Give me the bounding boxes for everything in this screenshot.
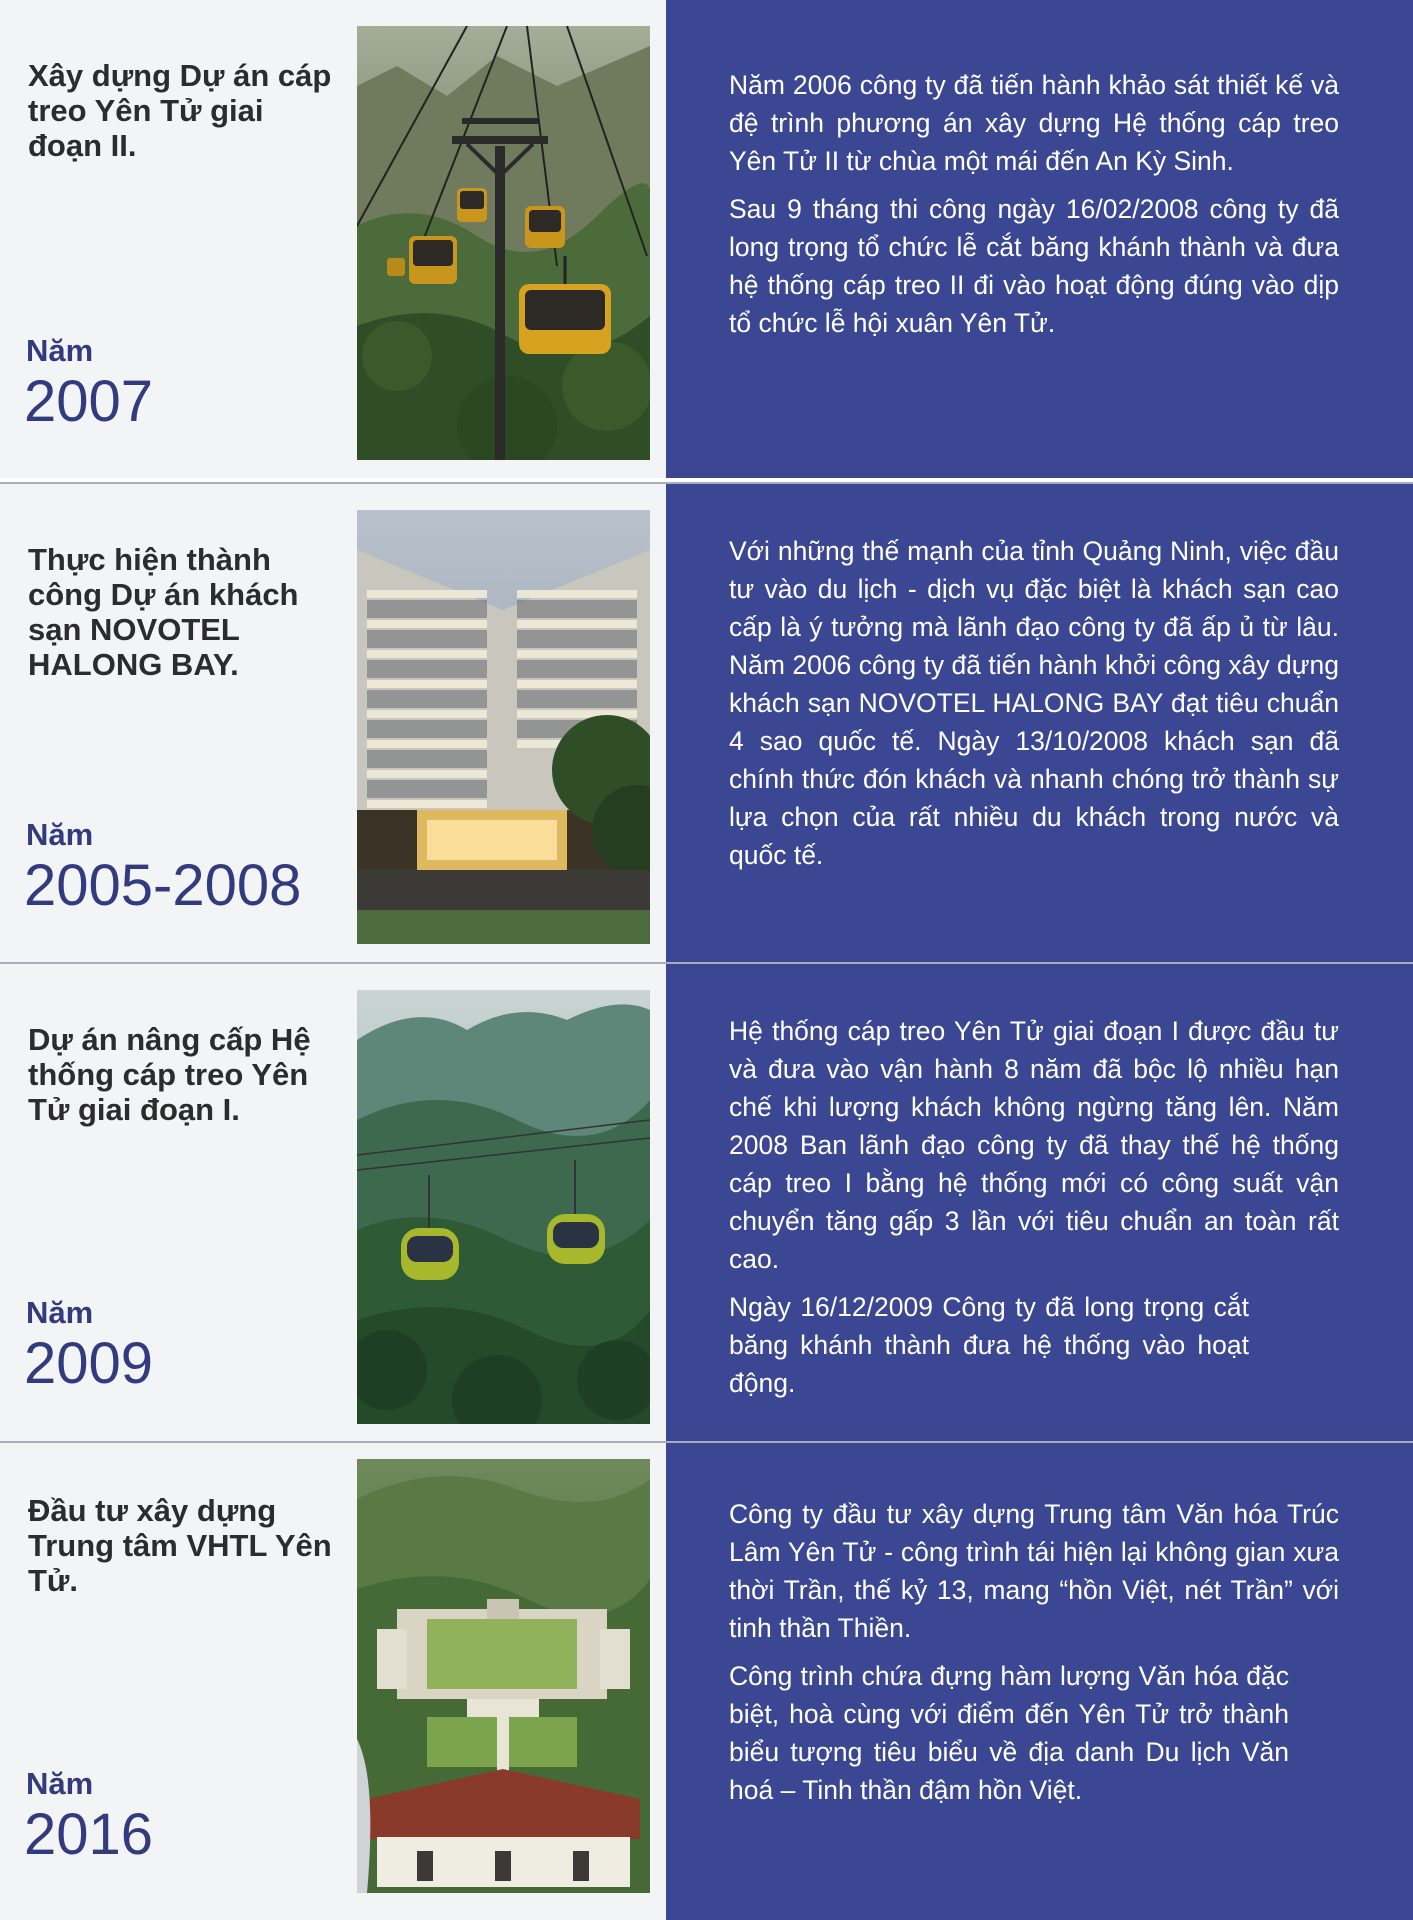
section-description-panel xyxy=(666,964,1413,1442)
description-paragraph: Công ty đầu tư xây dựng Trung tâm Văn hóa Trúc Lâm Yên Tử - công trình tái hiện lại không gian xưa thời Trần, thế kỷ 13, mang “hồn Việt, nét Trần” với tinh thần Thiền. xyxy=(729,1499,1339,1643)
description-paragraph: Với những thế mạnh của tỉnh Quảng Ninh, việc đầu tư vào du lịch - dịch vụ đặc biệt là khách sạn cao cấp là ý tưởng mà lãnh đạo công ty đã ấp ủ từ lâu. Năm 2006 công ty đã tiến hành khởi công xây dựng khách sạn NOVOTEL HALONG BAY đạt tiêu chuẩn 4 sao quốc tế. Ngày 13/10/2008 khách sạn đã chính thức đón khách và nhanh chóng trở thành sự lựa chọn của rất nhiều du khách trong nước và quốc tế. xyxy=(729,536,1339,870)
section-heading: Thực hiện thành công Dự án khách sạn NOVOTEL HALONG BAY. xyxy=(28,542,299,682)
year-value: 2016 xyxy=(24,1802,154,1867)
description-paragraph: Ngày 16/12/2009 Công ty đã long trọng cắt băng khánh thành đưa hệ thống vào hoạt động. xyxy=(729,1292,1249,1398)
cable-car-mountain-photo xyxy=(357,26,650,460)
year-value: 2009 xyxy=(24,1331,154,1396)
section-description-panel xyxy=(666,0,1413,478)
cultural-center-aerial-photo xyxy=(357,1459,650,1893)
year-label: Năm xyxy=(26,817,94,852)
hotel-building-photo xyxy=(357,510,650,944)
timeline-section-2005-2008 xyxy=(0,484,1413,962)
timeline-section-2007 xyxy=(0,0,1413,478)
description-paragraph: Công trình chứa đựng hàm lượng Văn hóa đặc biệt, hoà cùng với điểm đến Yên Tử trở thành biểu tượng tiêu biểu về địa danh Du lịch Văn hoá – Tinh thần đậm hồn Việt. xyxy=(729,1661,1289,1805)
section-left-panel xyxy=(0,484,666,962)
description-paragraph: Năm 2006 công ty đã tiến hành khảo sát thiết kế và đệ trình phương án xây dựng Hệ thống cáp treo Yên Tử II từ chùa một mái đến An Kỳ Sinh. xyxy=(729,70,1339,176)
section-description xyxy=(729,532,1339,884)
section-description xyxy=(729,1012,1339,1412)
year-value: 2007 xyxy=(24,369,154,434)
section-description-panel xyxy=(666,484,1413,962)
section-heading: Xây dựng Dự án cáp treo Yên Tử giai đoạn II. xyxy=(28,58,332,163)
timeline-section-2016 xyxy=(0,1443,1413,1920)
description-paragraph: Sau 9 tháng thi công ngày 16/02/2008 công ty đã long trọng tổ chức lễ cắt băng khánh thành và đưa hệ thống cáp treo II đi vào hoạt động đúng vào dịp tổ chức lễ hội xuân Yên Tử. xyxy=(729,194,1339,338)
year-value: 2005-2008 xyxy=(24,853,302,918)
year-label: Năm xyxy=(26,1766,94,1801)
section-heading: Dự án nâng cấp Hệ thống cáp treo Yên Tử giai đoạn I. xyxy=(28,1022,311,1127)
section-description xyxy=(729,1495,1339,1819)
description-paragraph: Hệ thống cáp treo Yên Tử giai đoạn I được đầu tư và đưa vào vận hành 8 năm đã bộc lộ nhiều hạn chế khi lượng khách không ngừng tăng lên. Năm 2008 Ban lãnh đạo công ty đã thay thế hệ thống cáp treo I bằng hệ thống mới có công suất vận chuyển tăng gấp 3 lần với tiêu chuẩn an toàn rất cao. xyxy=(729,1016,1339,1274)
section-left-panel xyxy=(0,964,666,1442)
section-heading: Đầu tư xây dựng Trung tâm VHTL Yên Tử. xyxy=(28,1493,332,1598)
gondolas-over-forest-photo xyxy=(357,990,650,1424)
section-description xyxy=(729,66,1339,352)
timeline-section-2009 xyxy=(0,964,1413,1442)
year-label: Năm xyxy=(26,1295,94,1330)
section-description-panel xyxy=(666,1443,1413,1920)
section-left-panel xyxy=(0,0,666,478)
year-label: Năm xyxy=(26,333,94,368)
section-left-panel xyxy=(0,1443,666,1920)
